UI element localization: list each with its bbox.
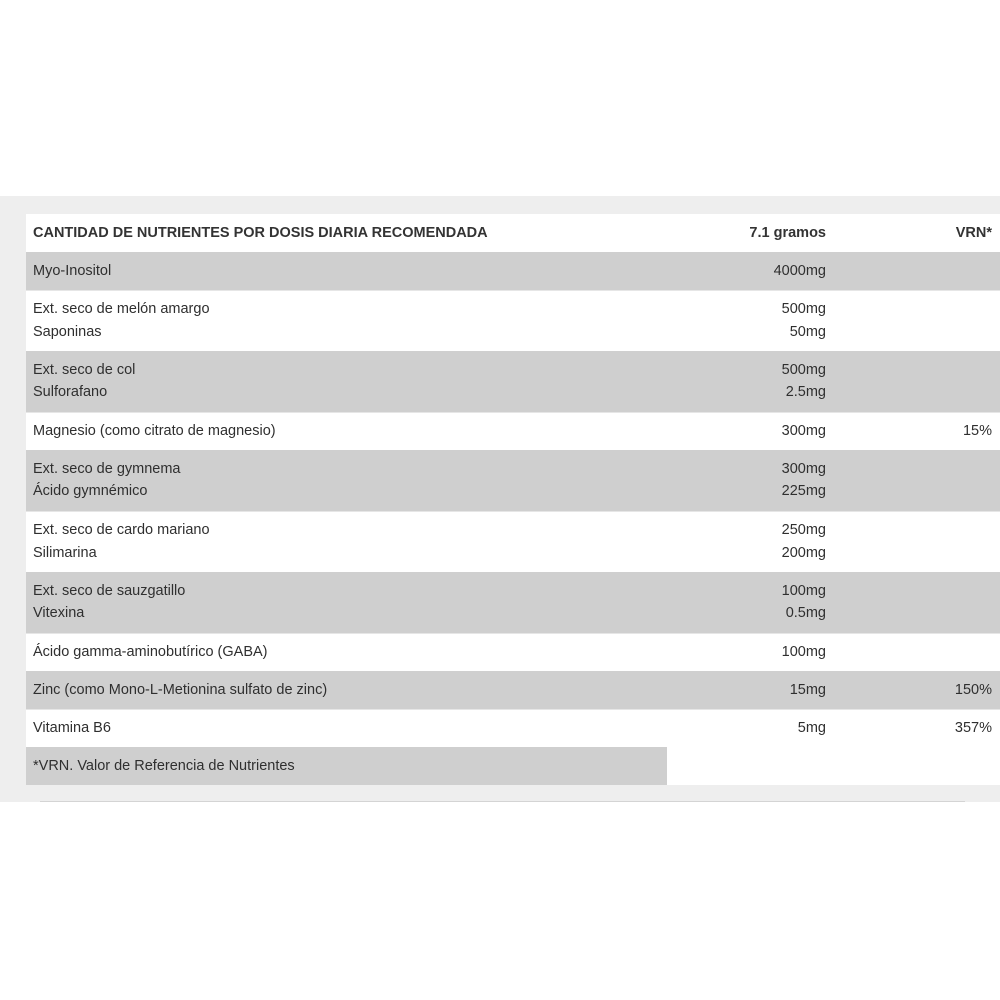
nutrient-subamount: 225mg [781,483,826,500]
amount-cell [667,511,833,572]
nutrient-name: Ext. seco de sauzgatillo [33,582,186,599]
nutrient-name-cell [26,671,667,709]
table-row [26,572,1000,633]
nutrient-name: Ext. seco de gymnema [33,460,181,477]
amount-cell [667,671,833,709]
table-row [26,671,1000,709]
nutrient-subamount: 50mg [789,323,826,340]
nutrient-name: Ext. seco de cardo mariano [33,522,210,539]
nutrient-subname: Ácido gymnémico [33,483,148,500]
nutrient-amount: 5mg [797,720,826,736]
amount-cell [667,572,833,633]
nutrient-name: Myo-Inositol [33,262,112,279]
vrn-cell [833,511,1000,572]
table-row [26,351,1000,412]
footnote-empty-cell [667,747,1000,785]
vrn-cell [833,351,1000,412]
header-amount-label: 7.1 gramos [749,224,826,241]
nutrient-name-cell [26,290,667,351]
nutrition-table [26,214,1000,785]
nutrient-amount: 15mg [789,681,826,698]
table-row [26,252,1000,290]
nutrient-subname: Silimarina [33,544,97,561]
table-row [26,450,1000,511]
nutrient-subname: Saponinas [33,323,102,340]
table-row [26,412,1000,450]
table-row [26,633,1000,671]
amount-cell [667,290,833,351]
amount-cell [667,709,833,747]
nutrient-name: Ácido gamma-aminobutírico (GABA) [33,644,268,660]
nutrient-amount: 300mg [781,460,826,477]
amount-cell [667,252,833,290]
nutrient-subamount: 2.5mg [785,384,826,401]
nutrient-name-cell [26,709,667,747]
nutrient-name: Ext. seco de melón amargo [33,301,210,318]
nutrient-amount: 100mg [781,644,826,660]
nutrient-amount: 100mg [781,582,826,599]
nutrient-name-cell [26,511,667,572]
table-row [26,290,1000,351]
vrn-cell [833,290,1000,351]
nutrient-amount: 500mg [781,301,826,318]
header-vrn-label: VRN* [955,224,992,241]
header-nutrient-label: CANTIDAD DE NUTRIENTES POR DOSIS DIARIA RECOMENDADA [33,224,488,241]
nutrient-name-cell [26,450,667,511]
footnote-row [26,747,1000,785]
nutrient-name-cell [26,572,667,633]
vrn-cell: 357% [833,709,1000,747]
vrn-cell [833,572,1000,633]
table-row [26,511,1000,572]
nutrient-amount: 500mg [781,361,826,378]
amount-cell [667,412,833,450]
nutrient-name: Magnesio (como citrato de magnesio) [33,423,276,439]
vrn-cell: 150% [833,671,1000,709]
nutrient-name-cell [26,351,667,412]
nutrient-name: Ext. seco de col [33,361,136,378]
panel-divider [40,801,965,802]
nutrient-subname: Vitexina [33,605,85,622]
nutrient-amount: 300mg [781,423,826,439]
amount-cell [667,633,833,671]
nutrient-name: Zinc (como Mono-L-Metionina sulfato de zinc) [33,681,328,698]
nutrient-name: Vitamina B6 [33,720,111,736]
nutrient-name-cell [26,633,667,671]
nutrient-subamount: 0.5mg [785,605,826,622]
table-row [26,709,1000,747]
nutrient-name-cell [26,412,667,450]
table-header-row [26,214,1000,252]
nutrient-subamount: 200mg [781,544,826,561]
vrn-cell [833,252,1000,290]
vrn-cell [833,450,1000,511]
footnote-text: *VRN. Valor de Referencia de Nutrientes [26,747,667,785]
nutrient-name-cell [26,252,667,290]
amount-cell [667,351,833,412]
vrn-cell [833,633,1000,671]
nutrient-amount: 4000mg [773,262,826,279]
vrn-cell: 15% [833,412,1000,450]
amount-cell [667,450,833,511]
nutrient-subname: Sulforafano [33,384,108,401]
nutrient-amount: 250mg [781,522,826,539]
